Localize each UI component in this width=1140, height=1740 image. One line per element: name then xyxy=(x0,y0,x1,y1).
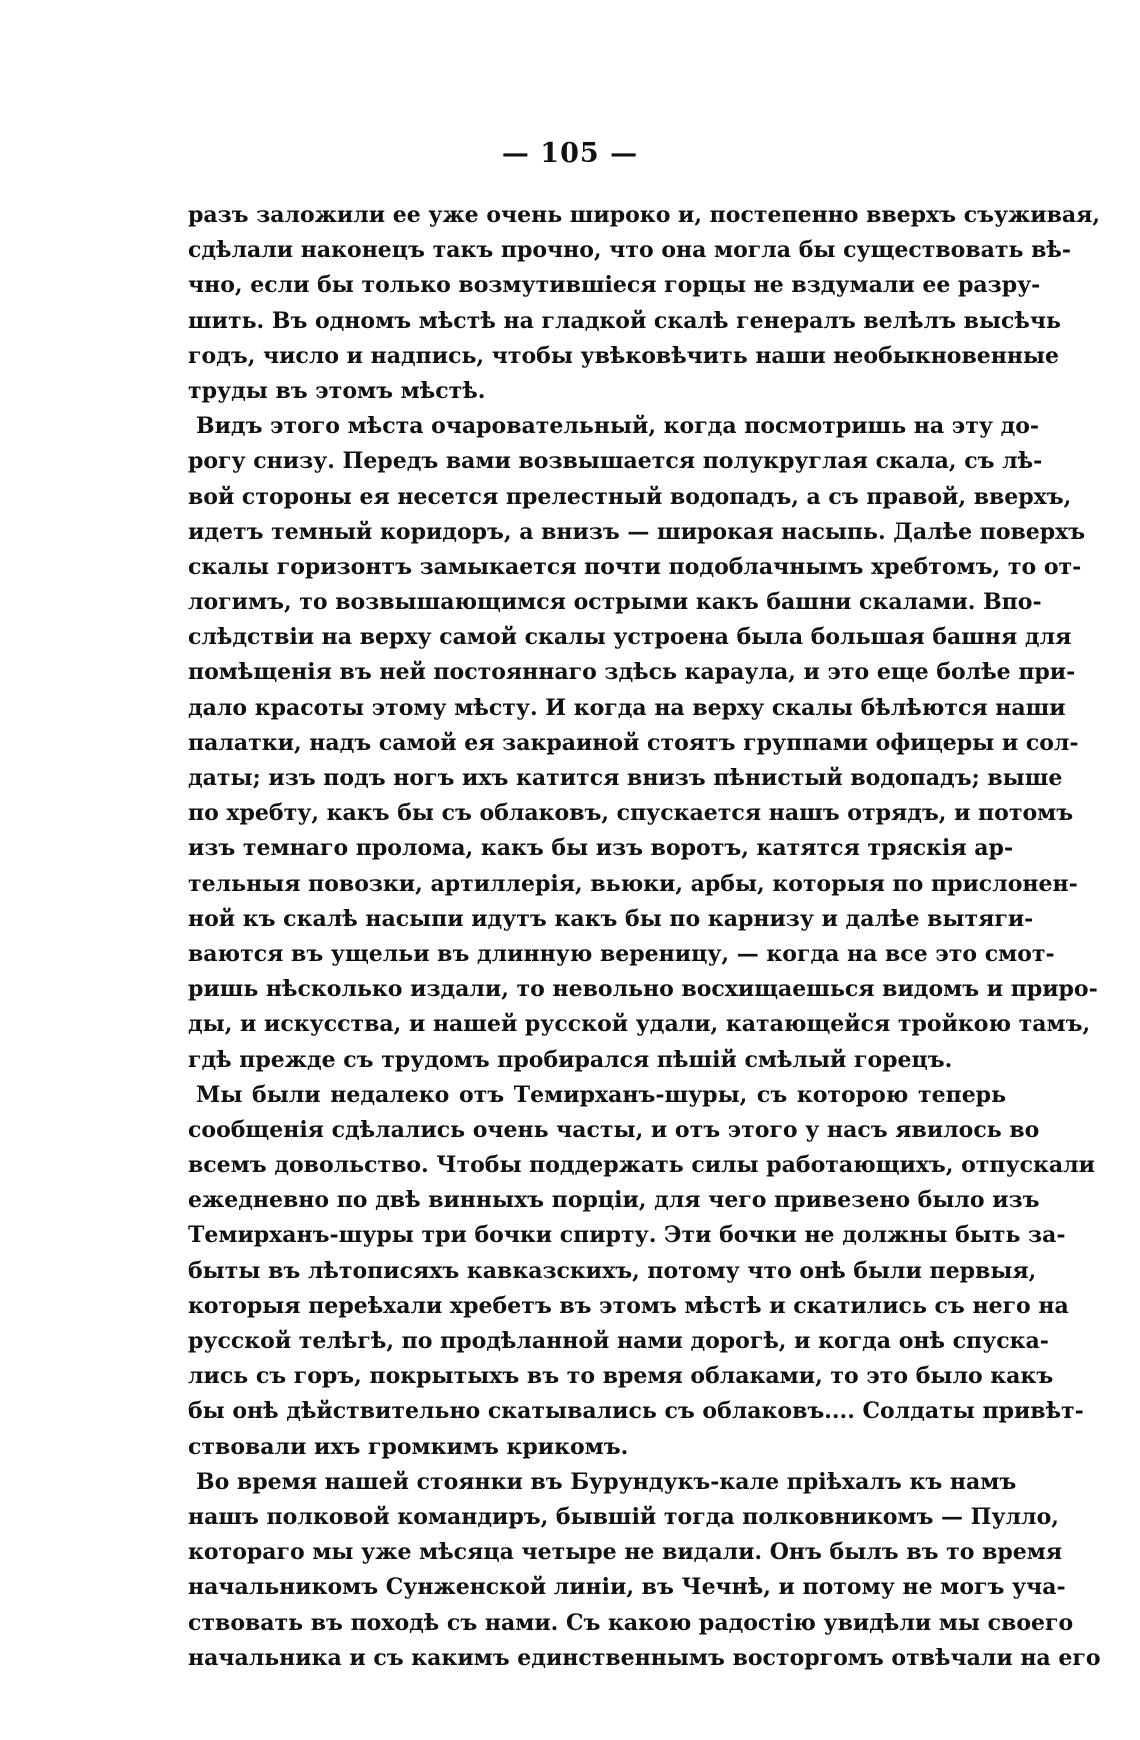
text-line: ежедневно по двѣ винныхъ порціи, для чего привезено было изъ xyxy=(188,1187,1040,1214)
text-line: палатки, надъ самой ея закраиной стоятъ группами офицеры и сол- xyxy=(188,729,1079,756)
text-line: быты въ лѣтописяхъ кавказскихъ, потому что онѣ были первыя, xyxy=(188,1257,1037,1284)
text-line: гдѣ прежде съ трудомъ пробирался пѣшій смѣлый горецъ. xyxy=(188,1046,953,1073)
text-line: вой стороны ея несется прелестный водопадъ, а съ правой, вверхъ, xyxy=(188,483,1072,510)
text-line: труды въ этомъ мѣстѣ. xyxy=(188,377,486,404)
paragraph-2 xyxy=(188,409,1098,1078)
paragraph-1 xyxy=(188,198,1101,409)
page-number: — 105 — xyxy=(501,138,639,169)
text-line: всемъ довольство. Чтобы поддержать силы работающихъ, отпускали xyxy=(188,1152,1095,1179)
text-line: рогу снизу. Передъ вами возвышается полукруглая скала, съ лѣ- xyxy=(188,448,1043,475)
text-line: ствовали ихъ громкимъ крикомъ. xyxy=(188,1433,629,1460)
text-line: ды, и искусства, и нашей русской удали, катающейся тройкою тамъ, xyxy=(188,1011,1091,1038)
text-line: начальникомъ Сунженской линіи, въ Чечнѣ, и потому не могъ уча- xyxy=(188,1574,1066,1601)
text-line: тельныя повозки, артиллерія, вьюки, арбы, которыя по прислонен- xyxy=(188,870,1078,897)
text-line: помѣщенія въ ней постояннаго здѣсь караула, и это еще болѣе при- xyxy=(188,659,1076,686)
text-line: лись съ горъ, покрытыхъ въ то время облаками, то это было какъ xyxy=(188,1363,1054,1390)
text-line: скалы горизонтъ замыкается почти подоблачнымъ хребтомъ, то от- xyxy=(188,553,1082,580)
text-line: годъ, число и надпись, чтобы увѣковѣчить наши необыкновенные xyxy=(188,342,1060,369)
text-line: ваются въ ущельи въ длинную вереницу, — когда на все это смот- xyxy=(188,940,1055,967)
text-line: изъ темнаго пролома, какъ бы изъ воротъ, катятся тряскія ар- xyxy=(188,835,1014,862)
text-line: дало красоты этому мѣсту. И когда на верху скалы бѣлѣются наши xyxy=(188,694,1066,721)
text-line: разъ заложили ее уже очень широко и, постепенно вверхъ съуживая, xyxy=(188,202,1101,228)
text-line: даты; изъ подъ ногъ ихъ катится внизъ пѣнистый водопадъ; выше xyxy=(188,765,1063,791)
text-line: Мы были недалеко отъ Темирханъ-шуры, съ которою теперь xyxy=(196,1081,1006,1108)
text-line: по хребту, какъ бы съ облаковъ, спускается нашъ отрядъ, и потомъ xyxy=(188,800,1074,827)
text-line: сообщенія сдѣлались очень часты, и отъ этого у насъ явилось во xyxy=(188,1116,1040,1143)
text-line: сдѣлали наконецъ такъ прочно, что она могла бы существовать вѣ- xyxy=(188,237,1072,264)
paragraph-3 xyxy=(188,1078,1095,1465)
text-line: нашъ полковой командиръ, бывшій тогда полковникомъ — Пулло, xyxy=(188,1503,1059,1530)
text-line: бы онѣ дѣйствительно скатывались съ облаковъ.... Солдаты привѣт- xyxy=(188,1398,1084,1425)
text-line: идетъ темный коридоръ, а внизъ — широкая насыпь. Далѣе поверхъ xyxy=(188,518,1086,545)
text-line: начальника и съ какимъ единственнымъ восторгомъ отвѣчали на его xyxy=(188,1644,1101,1671)
text-line: ствовать въ походѣ съ нами. Съ какою радостію увидѣли мы своего xyxy=(188,1609,1074,1636)
text-line: котораго мы уже мѣсяца четыре не видали. Онъ былъ въ то время xyxy=(188,1539,1063,1566)
text-line: Темирханъ-шуры три бочки спирту. Эти бочки не должны быть за- xyxy=(188,1222,1066,1249)
text-line: которыя переѣхали хребетъ въ этомъ мѣстѣ и скатились съ него на xyxy=(188,1292,1069,1319)
text-line: Во время нашей стоянки въ Бурундукъ-кале пріѣхалъ къ намъ xyxy=(196,1468,1017,1495)
text-line: ной къ скалѣ насыпи идутъ какъ бы по карнизу и далѣе вытяги- xyxy=(188,905,1034,932)
text-line: русской телѣгѣ, по продѣланной нами дорогѣ, и когда онѣ спуска- xyxy=(188,1328,1049,1354)
body-text xyxy=(188,198,1101,1676)
text-line: шить. Въ одномъ мѣстѣ на гладкой скалѣ генералъ велѣлъ высѣчь xyxy=(188,307,1061,334)
text-line: логимъ, то возвышающимся острыми какъ башни скалами. Впо- xyxy=(188,589,1042,616)
text-line: ришь нѣсколько издали, то невольно восхищаешься видомъ и приро- xyxy=(188,976,1098,1003)
text-line: Видъ этого мѣста очаровательный, когда посмотришь на эту до- xyxy=(196,413,1040,440)
text-line: чно, если бы только возмутившіеся горцы не вздумали ее разру- xyxy=(188,272,1041,299)
paragraph-4 xyxy=(188,1465,1101,1676)
text-line: слѣдствіи на верху самой скалы устроена была большая башня для xyxy=(188,624,1072,651)
